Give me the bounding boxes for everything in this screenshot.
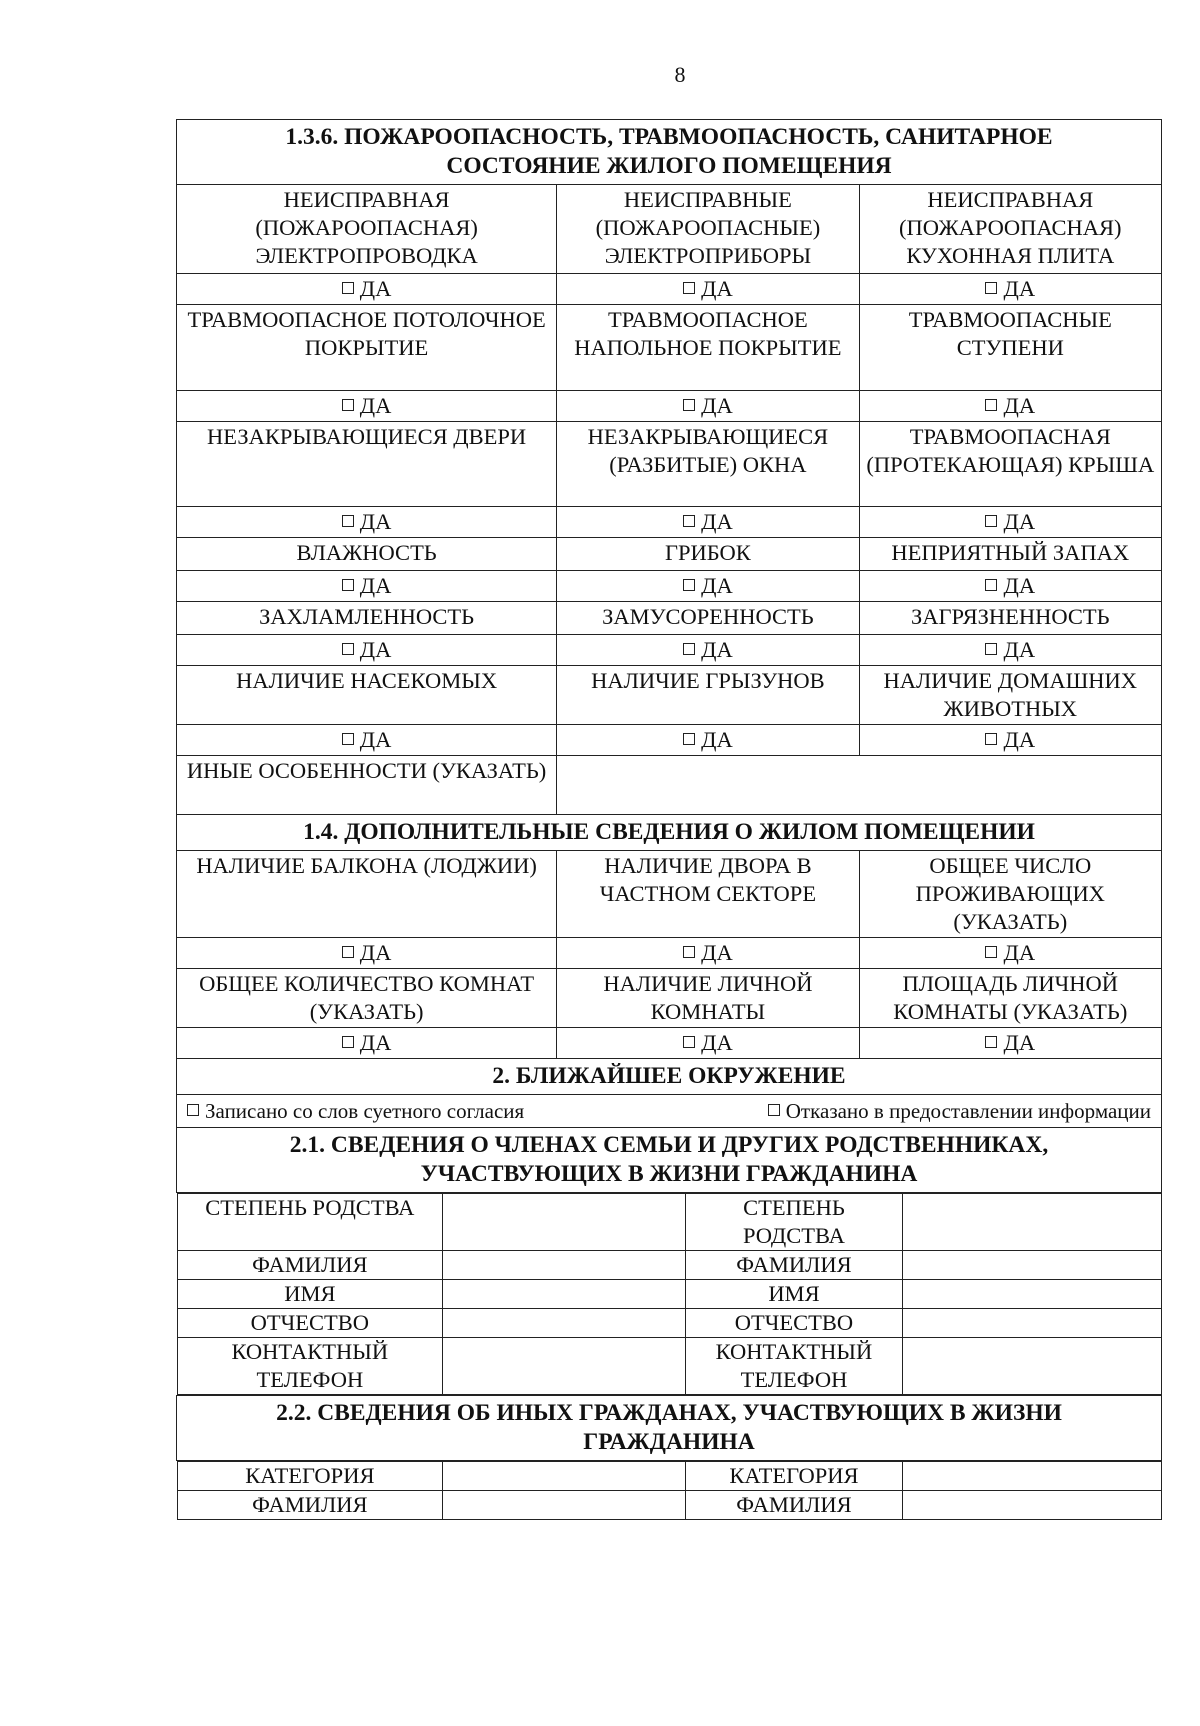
extra-info-yes-checkbox[interactable]	[177, 1028, 557, 1059]
other-features-label	[177, 756, 557, 815]
field-input[interactable]	[902, 1491, 1161, 1520]
extra-info-yes-checkbox[interactable]	[557, 1028, 859, 1059]
extra-info-yes-checkbox[interactable]	[177, 938, 557, 969]
field-label	[177, 1338, 443, 1395]
field-label-text: СТЕПЕНЬ РОДСТВА	[205, 1195, 415, 1220]
section-22-title-line1: 2.2. СВЕДЕНИЯ ОБ ИНЫХ ГРАЖДАНАХ, УЧАСТВУЮЩИХ В ЖИЗНИ	[276, 1400, 1062, 1426]
hazard-yes-checkbox[interactable]	[859, 274, 1161, 305]
section-136-title	[177, 120, 1162, 185]
extra-info-label	[177, 851, 557, 938]
extra-info-label-text: НАЛИЧИЕ ЛИЧНОЙ КОМНАТЫ	[603, 971, 813, 1024]
section-136-title-line1: 1.3.6. ПОЖАРООПАСНОСТЬ, ТРАВМООПАСНОСТЬ, САНИТАРНОЕ	[285, 124, 1053, 150]
checkbox-icon[interactable]	[683, 643, 695, 655]
yes-label: ДА	[359, 940, 392, 965]
relatives-grid	[177, 1193, 1162, 1396]
consent-option-recorded[interactable]	[187, 1096, 524, 1126]
hazard-label	[177, 185, 557, 274]
field-label-text: СТЕПЕНЬ РОДСТВА	[743, 1195, 845, 1248]
hazard-label	[859, 538, 1161, 571]
checkbox-icon[interactable]	[985, 579, 997, 591]
field-input[interactable]	[443, 1462, 686, 1491]
field-label	[177, 1462, 443, 1491]
field-input[interactable]	[902, 1194, 1161, 1251]
field-input[interactable]	[902, 1338, 1161, 1395]
hazard-label-text: НАЛИЧИЕ НАСЕКОМЫХ	[236, 668, 498, 693]
extra-info-yes-checkbox[interactable]	[859, 1028, 1161, 1059]
yes-label: ДА	[701, 393, 733, 418]
field-label-text: ФАМИЛИЯ	[252, 1252, 368, 1277]
page-number: 8	[674, 62, 686, 87]
field-label-text: КАТЕГОРИЯ	[245, 1463, 375, 1488]
section-22-title-line2: ГРАЖДАНИНА	[583, 1429, 755, 1455]
yes-label: ДА	[359, 727, 392, 752]
yes-label: ДА	[359, 1030, 392, 1055]
yes-label: ДА	[1003, 509, 1036, 534]
extra-info-yes-checkbox[interactable]	[859, 938, 1161, 969]
field-label	[177, 1309, 443, 1338]
yes-label: ДА	[359, 276, 392, 301]
field-label	[177, 1194, 443, 1251]
section-2-title-line1: 2. БЛИЖАЙШЕЕ ОКРУЖЕНИЕ	[492, 1063, 846, 1089]
hazard-yes-checkbox[interactable]	[859, 635, 1161, 666]
checkbox-icon[interactable]	[342, 282, 354, 294]
checkbox-icon[interactable]	[985, 282, 997, 294]
yes-label: ДА	[701, 940, 733, 965]
field-input[interactable]	[443, 1194, 686, 1251]
checkbox-icon[interactable]	[985, 515, 997, 527]
field-label	[686, 1309, 902, 1338]
extra-info-label-text: ПЛОЩАДЬ ЛИЧНОЙ КОМНАТЫ (УКАЗАТЬ)	[893, 971, 1128, 1024]
section-14-title-line1: 1.4. ДОПОЛНИТЕЛЬНЫЕ СВЕДЕНИЯ О ЖИЛОМ ПОМЕЩЕНИИ	[303, 819, 1035, 845]
checkbox-icon[interactable]	[985, 1036, 997, 1048]
hazard-yes-checkbox[interactable]	[177, 635, 557, 666]
field-label	[177, 1280, 443, 1309]
hazard-yes-checkbox[interactable]	[177, 391, 557, 422]
hazard-label	[859, 422, 1161, 507]
extra-info-label-text: НАЛИЧИЕ БАЛКОНА (ЛОДЖИИ)	[196, 853, 537, 878]
checkbox-icon[interactable]	[342, 515, 354, 527]
yes-label: ДА	[359, 509, 392, 534]
extra-info-label-text: ОБЩЕЕ КОЛИЧЕСТВО КОМНАТ (УКАЗАТЬ)	[199, 971, 535, 1024]
other-citizens-grid-grid	[177, 1461, 1162, 1520]
extra-info-label	[177, 969, 557, 1028]
field-label-text: ОТЧЕСТВО	[250, 1310, 370, 1335]
field-label	[686, 1338, 902, 1395]
yes-label: ДА	[1003, 727, 1036, 752]
checkbox-icon[interactable]	[342, 643, 354, 655]
hazard-yes-checkbox[interactable]	[177, 571, 557, 602]
field-input[interactable]	[902, 1462, 1161, 1491]
field-label-text: КАТЕГОРИЯ	[729, 1463, 859, 1488]
extra-info-label	[859, 969, 1161, 1028]
hazard-label-text: ВЛАЖНОСТЬ	[296, 540, 437, 565]
checkbox-icon[interactable]	[342, 1036, 354, 1048]
field-label	[177, 1491, 443, 1520]
yes-label: ДА	[1003, 393, 1036, 418]
field-input[interactable]	[443, 1251, 686, 1280]
field-label-text: ОТЧЕСТВО	[734, 1310, 854, 1335]
extra-info-label	[557, 851, 859, 938]
hazard-label-text: НЕИСПРАВНЫЕ (ПОЖАРООПАСНЫЕ) ЭЛЕКТРОПРИБОРЫ	[595, 187, 821, 268]
checkbox-icon[interactable]	[187, 1104, 199, 1116]
hazard-label	[859, 185, 1161, 274]
checkbox-icon[interactable]	[768, 1104, 780, 1116]
hazard-yes-checkbox[interactable]	[177, 507, 557, 538]
hazard-label	[557, 666, 859, 725]
hazard-label-text: НАЛИЧИЕ ДОМАШНИХ ЖИВОТНЫХ	[883, 668, 1138, 721]
hazard-yes-checkbox[interactable]	[557, 391, 859, 422]
hazard-yes-checkbox[interactable]	[557, 274, 859, 305]
checkbox-icon[interactable]	[683, 515, 695, 527]
yes-label: ДА	[359, 573, 392, 598]
yes-label: ДА	[701, 1030, 733, 1055]
hazard-label	[177, 305, 557, 391]
yes-label: ДА	[1003, 573, 1036, 598]
hazard-label	[557, 538, 859, 571]
yes-label: ДА	[701, 276, 733, 301]
section-21-title-line1: 2.1. СВЕДЕНИЯ О ЧЛЕНАХ СЕМЬИ И ДРУГИХ РОДСТВЕННИКАХ,	[289, 1132, 1049, 1158]
hazard-label	[859, 666, 1161, 725]
other-citizens-grid	[177, 1461, 1162, 1521]
other-features-field[interactable]	[557, 756, 1162, 815]
checkbox-icon[interactable]	[683, 1036, 695, 1048]
field-input[interactable]	[443, 1309, 686, 1338]
hazard-label-text: НАЛИЧИЕ ГРЫЗУНОВ	[591, 668, 825, 693]
yes-label: ДА	[359, 393, 392, 418]
yes-label: ДА	[701, 573, 733, 598]
extra-info-label-text: ОБЩЕЕ ЧИСЛО ПРОЖИВАЮЩИХ (УКАЗАТЬ)	[915, 853, 1105, 934]
checkbox-icon[interactable]	[342, 946, 354, 958]
hazard-label-text: ТРАВМООПАСНЫЕ СТУПЕНИ	[908, 307, 1112, 360]
hazard-yes-checkbox[interactable]	[557, 725, 859, 756]
field-input[interactable]	[443, 1280, 686, 1309]
hazard-label	[557, 185, 859, 274]
hazard-yes-checkbox[interactable]	[557, 635, 859, 666]
extra-info-label	[859, 851, 1161, 938]
hazard-label-text: ЗАГРЯЗНЕННОСТЬ	[911, 604, 1110, 629]
hazard-label-text: ГРИБОК	[665, 540, 751, 565]
section-14-title	[177, 815, 1162, 851]
questionnaire-table	[176, 119, 1162, 1520]
field-label	[177, 1251, 443, 1280]
hazard-yes-checkbox[interactable]	[557, 507, 859, 538]
field-label-text: ФАМИЛИЯ	[736, 1252, 852, 1277]
field-input[interactable]	[443, 1338, 686, 1395]
hazard-label	[557, 602, 859, 635]
field-label	[686, 1280, 902, 1309]
checkbox-icon[interactable]	[342, 579, 354, 591]
yes-label: ДА	[701, 637, 733, 662]
field-input[interactable]	[443, 1491, 686, 1520]
field-label	[686, 1491, 902, 1520]
checkbox-icon[interactable]	[985, 643, 997, 655]
hazard-yes-checkbox[interactable]	[859, 507, 1161, 538]
hazard-label	[859, 602, 1161, 635]
hazard-label	[557, 422, 859, 507]
hazard-yes-checkbox[interactable]	[557, 571, 859, 602]
checkbox-icon[interactable]	[985, 946, 997, 958]
extra-info-yes-checkbox[interactable]	[557, 938, 859, 969]
hazard-label-text: ТРАВМООПАСНОЕ ПОТОЛОЧНОЕ ПОКРЫТИЕ	[187, 307, 546, 360]
checkbox-icon[interactable]	[342, 733, 354, 745]
field-label-text: ИМЯ	[768, 1281, 820, 1306]
checkbox-icon[interactable]	[985, 733, 997, 745]
field-label	[686, 1251, 902, 1280]
hazard-label	[859, 305, 1161, 391]
yes-label: ДА	[1003, 1030, 1036, 1055]
hazard-label	[177, 538, 557, 571]
yes-label: ДА	[701, 509, 733, 534]
hazard-label	[557, 305, 859, 391]
yes-label: ДА	[1003, 276, 1036, 301]
yes-label: ДА	[1003, 940, 1036, 965]
consent-option-recorded-label: Записано со слов суетного согласия	[205, 1099, 525, 1123]
hazard-label-text: НЕЗАКРЫВАЮЩИЕСЯ (РАЗБИТЫЕ) ОКНА	[587, 424, 829, 477]
field-label	[686, 1462, 902, 1491]
hazard-label-text: НЕИСПРАВНАЯ (ПОЖАРООПАСНАЯ) ЭЛЕКТРОПРОВОДКА	[255, 187, 478, 268]
checkbox-icon[interactable]	[683, 399, 695, 411]
section-21-title	[177, 1128, 1162, 1193]
field-input[interactable]	[902, 1251, 1161, 1280]
hazard-yes-checkbox[interactable]	[177, 274, 557, 305]
hazard-label-text: НЕПРИЯТНЫЙ ЗАПАХ	[891, 540, 1130, 565]
field-label-text: ИМЯ	[284, 1281, 336, 1306]
hazard-label	[177, 602, 557, 635]
hazard-yes-checkbox[interactable]	[859, 571, 1161, 602]
relatives-grid-grid	[177, 1193, 1162, 1395]
field-label	[686, 1194, 902, 1251]
checkbox-icon[interactable]	[985, 399, 997, 411]
checkbox-icon[interactable]	[342, 399, 354, 411]
extra-info-label	[557, 969, 859, 1028]
section-136-title-line2: СОСТОЯНИЕ ЖИЛОГО ПОМЕЩЕНИЯ	[446, 153, 892, 179]
consent-option-refused[interactable]	[768, 1096, 1151, 1126]
hazard-label-text: ТРАВМООПАСНОЕ НАПОЛЬНОЕ ПОКРЫТИЕ	[574, 307, 842, 360]
consent-options	[177, 1095, 1162, 1128]
section-21-title-line2: УЧАСТВУЮЩИХ В ЖИЗНИ ГРАЖДАНИНА	[420, 1161, 918, 1187]
consent-option-refused-label: Отказано в предоставлении информации	[785, 1099, 1151, 1123]
section-22-title	[177, 1396, 1162, 1461]
hazard-yes-checkbox[interactable]	[859, 725, 1161, 756]
checkbox-icon[interactable]	[683, 579, 695, 591]
field-label-text: ФАМИЛИЯ	[252, 1492, 368, 1517]
hazard-label-text: ТРАВМООПАСНАЯ (ПРОТЕКАЮЩАЯ) КРЫША	[866, 424, 1155, 477]
hazard-yes-checkbox[interactable]	[177, 725, 557, 756]
hazard-label-text: ЗАМУСОРЕННОСТЬ	[602, 604, 814, 629]
other-features-label-text: ИНЫЕ ОСОБЕННОСТИ (УКАЗАТЬ)	[186, 758, 547, 783]
yes-label: ДА	[1003, 637, 1036, 662]
hazard-label-text: НЕИСПРАВНАЯ (ПОЖАРООПАСНАЯ) КУХОННАЯ ПЛИТА	[899, 187, 1122, 268]
checkbox-icon[interactable]	[683, 946, 695, 958]
hazard-label-text: ЗАХЛАМЛЕННОСТЬ	[259, 604, 475, 629]
hazard-label	[177, 666, 557, 725]
field-label-text: КОНТАКТНЫЙ ТЕЛЕФОН	[715, 1339, 873, 1392]
checkbox-icon[interactable]	[683, 733, 695, 745]
hazard-label	[177, 422, 557, 507]
section-2-title	[177, 1059, 1162, 1095]
yes-label: ДА	[359, 637, 392, 662]
checkbox-icon[interactable]	[683, 282, 695, 294]
hazard-label-text: НЕЗАКРЫВАЮЩИЕСЯ ДВЕРИ	[207, 424, 527, 449]
extra-info-label-text: НАЛИЧИЕ ДВОРА В ЧАСТНОМ СЕКТОРЕ	[599, 853, 817, 906]
hazard-yes-checkbox[interactable]	[859, 391, 1161, 422]
field-label-text: ФАМИЛИЯ	[736, 1492, 852, 1517]
field-input[interactable]	[902, 1309, 1161, 1338]
field-input[interactable]	[902, 1280, 1161, 1309]
field-label-text: КОНТАКТНЫЙ ТЕЛЕФОН	[231, 1339, 389, 1392]
yes-label: ДА	[701, 727, 733, 752]
